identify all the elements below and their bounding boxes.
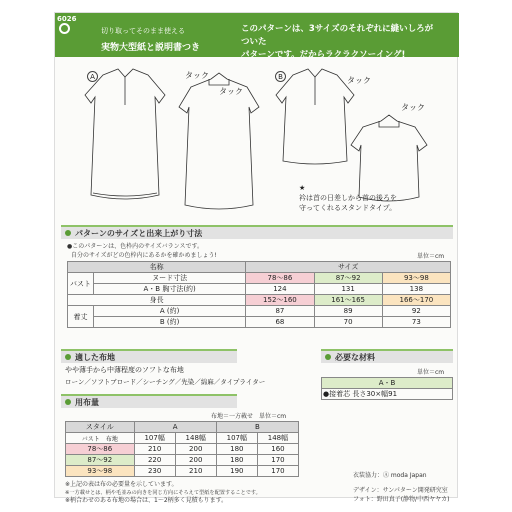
- promo-line-2: パターンです。だからラクラクソーイング!: [241, 50, 406, 60]
- table-row: [66, 422, 299, 433]
- cell: 200: [175, 444, 216, 455]
- a-header: A: [134, 422, 216, 433]
- cell: 200: [175, 455, 216, 466]
- pattern-sheet: [54, 12, 458, 504]
- nude-label: ヌード寸法: [94, 273, 246, 284]
- cell: 89: [314, 306, 382, 317]
- table-row: [68, 284, 451, 295]
- table-row: [68, 306, 451, 317]
- table-row: [68, 262, 451, 273]
- cell: 124: [246, 284, 314, 295]
- fabric-line-1: やや薄手から中薄程度のソフトな布地: [65, 366, 184, 374]
- yardage-note: 布地＝一方載せ 単位＝cm: [211, 413, 287, 420]
- cell: 70: [314, 317, 382, 328]
- cell: 87〜92: [314, 273, 382, 284]
- cell: 138: [382, 284, 450, 295]
- collar-note-line-1: 衿は首の日差しから首の後ろを: [299, 194, 397, 202]
- footnote-3: ※柄合わせのある布地の場合は、1〜2柄多く見積もります。: [65, 497, 228, 504]
- b-label: B (約): [94, 317, 246, 328]
- table-row: [68, 317, 451, 328]
- header-banner: [55, 13, 459, 60]
- height-label: 身長: [68, 295, 246, 306]
- width-148: 148幅: [175, 433, 216, 444]
- table-row: [322, 389, 453, 400]
- footnote-1: ※上記の表は布の必要量を示しています。: [65, 481, 178, 488]
- promo-line-1: このパターンは、3サイズのそれぞれに縫いしろがついた: [241, 24, 434, 47]
- dress-a-front: [85, 69, 165, 199]
- cell: 131: [314, 284, 382, 295]
- cell: 73: [382, 317, 450, 328]
- materials-unit: 単位＝cm: [417, 369, 445, 376]
- promo-text: [241, 23, 441, 62]
- bullet-icon: [65, 399, 71, 405]
- size-note-2: 自分のサイズがどの色枠内にあるかを確かめましょう!: [71, 252, 217, 259]
- cell: 190: [216, 466, 257, 477]
- cell: 68: [246, 317, 314, 328]
- fabric-header: 布地: [105, 435, 118, 443]
- fabric-line-2: ローン／ソフトブロード／シーチング／先染／綿麻／タイプライター: [65, 378, 266, 386]
- col-size: サイズ: [246, 262, 451, 273]
- size-note-1: ●このパターンは、色枠内のサイズバランスです。: [67, 243, 203, 250]
- cell: 87: [246, 306, 314, 317]
- cell: 180: [216, 444, 257, 455]
- table-row: [322, 378, 453, 389]
- credit-line-1: 衣装協力：Ⓐ moda Japan: [353, 472, 427, 479]
- cell: 230: [134, 466, 175, 477]
- yardage-table: [65, 421, 299, 477]
- bullet-icon: [325, 354, 331, 360]
- tuck-label-b-front: タック: [347, 76, 371, 85]
- cell: 87〜92: [66, 455, 135, 466]
- tuck-label-b-back: タック: [401, 103, 425, 112]
- footnote-2: ※一方載せとは、柄や毛並みの向きを同じ方向にそろえて型紙を配置することです。: [65, 490, 261, 496]
- cell: 180: [216, 455, 257, 466]
- cell: 210: [175, 466, 216, 477]
- a-label: A (約): [94, 306, 246, 317]
- width-148: 148幅: [257, 433, 298, 444]
- cell: 220: [134, 455, 175, 466]
- size-unit: 単位＝cm: [417, 253, 445, 260]
- tuck-label-a-front: タック: [185, 71, 209, 80]
- cell: 160: [257, 444, 298, 455]
- table-row: [68, 273, 451, 284]
- bust-label: バスト: [68, 273, 94, 295]
- big-sheet-note: 実物大型紙と説明書つき: [101, 43, 201, 53]
- cell: 92: [382, 306, 450, 317]
- fabric-section-title: 適した布地: [75, 353, 115, 362]
- b-header: B: [216, 422, 298, 433]
- materials-section-header: [321, 349, 453, 363]
- table-row: [66, 455, 299, 466]
- cell: 161〜165: [314, 295, 382, 306]
- style-header: スタイル: [66, 422, 135, 433]
- col-name: 名称: [68, 262, 246, 273]
- cell: 93〜98: [66, 466, 135, 477]
- materials-item: [322, 389, 453, 400]
- table-row: [68, 295, 451, 306]
- cut-note: 切り取ってそのまま使える: [101, 27, 185, 35]
- pattern-number: 6026: [57, 15, 77, 23]
- cell: 170: [257, 455, 298, 466]
- ab-label: A・B 胸寸法(約): [94, 284, 246, 295]
- bullet-icon: [65, 354, 71, 360]
- interfacing-value: 長さ30×幅91: [352, 390, 398, 398]
- collar-note-line-2: 守ってくれるスタンドタイプ。: [299, 204, 397, 212]
- bust-header: バスト: [81, 435, 100, 443]
- width-107: 107幅: [134, 433, 175, 444]
- materials-section-title: 必要な材料: [335, 353, 375, 362]
- footnotes: [65, 481, 315, 505]
- interfacing-label: ●接着芯: [323, 390, 351, 398]
- blouse-b-front: [276, 69, 354, 164]
- yardage-section-title: 用布量: [75, 398, 99, 407]
- star-icon: ★: [299, 184, 306, 192]
- table-row: [66, 444, 299, 455]
- style-b-label: B: [275, 71, 286, 82]
- size-table: [67, 261, 451, 328]
- cell: 166〜170: [382, 295, 450, 306]
- size-section-header: [61, 225, 453, 239]
- width-107: 107幅: [216, 433, 257, 444]
- materials-table: [321, 377, 453, 400]
- cell: 170: [257, 466, 298, 477]
- yardage-section-header: [61, 394, 237, 408]
- cell: 210: [134, 444, 175, 455]
- cell: 78〜86: [246, 273, 314, 284]
- bullet-icon: [65, 230, 71, 236]
- style-a-label: A: [87, 71, 98, 82]
- fabric-section-header: [61, 349, 237, 363]
- credit-line-3: フォト：野田真子(静物/中西ヤヤカ): [353, 496, 450, 503]
- collar-note: [299, 183, 397, 213]
- tuck-label-a-back: タック: [219, 87, 243, 96]
- cell: 93〜98: [382, 273, 450, 284]
- table-row: [66, 433, 299, 444]
- materials-col: A・B: [322, 378, 453, 389]
- cell: 152〜160: [246, 295, 314, 306]
- bust-fabric-header: [66, 433, 135, 444]
- ring-icon: [59, 23, 70, 34]
- credit-line-2: デザイン：サンパターン開発研究室: [353, 487, 448, 494]
- cell: 78〜86: [66, 444, 135, 455]
- length-label: 着丈: [68, 306, 94, 328]
- size-section-title: パターンのサイズと出来上がり寸法: [75, 229, 203, 238]
- credits: [353, 471, 449, 504]
- table-row: [66, 466, 299, 477]
